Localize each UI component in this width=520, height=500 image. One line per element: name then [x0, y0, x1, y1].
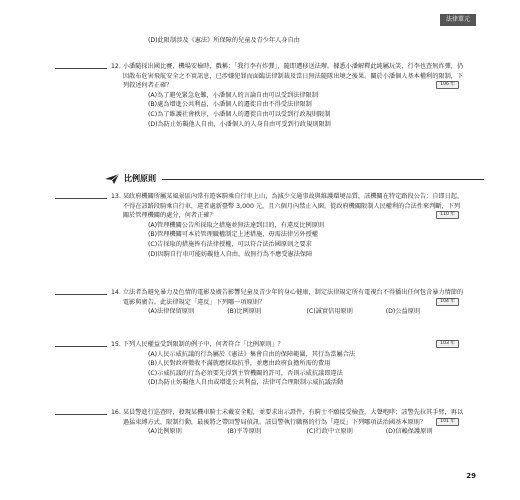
option-d: (D)公益原則	[385, 308, 421, 316]
option-b: (B)平等原則	[227, 428, 262, 436]
year-tag: 104 年	[436, 298, 459, 306]
question-12	[55, 62, 465, 129]
option-b: (B)比例原則	[227, 308, 262, 316]
page-number: 29	[466, 472, 476, 481]
option-c: (C)誠實信用原則	[306, 308, 353, 316]
answer-blank[interactable]	[55, 340, 107, 347]
question-13	[55, 192, 465, 259]
option-d: (D)為防止妨礙他人自由，小潘個人的人身自由可受到行政規則限制	[148, 120, 331, 128]
question-number: 15.	[111, 341, 121, 348]
answer-blank[interactable]	[55, 62, 107, 69]
question-text: 某政府機關所屬某風景區內常有遊客騎乘自行車上山，為減少交通事故與維護環境品質，該機關在特定路段公告：自即日起，不得在該路段騎乘自行車，違者處新臺幣 3,000 元，且六個月內禁止入園。從政府機關限制人民權利的合法性來判斷，下列關於管理機關的處分，何者正確？ 110 年	[122, 193, 464, 220]
answer-blank[interactable]	[55, 408, 107, 415]
section-title: 比例原則	[124, 173, 156, 183]
question-number: 14.	[111, 289, 121, 296]
option-d: (D)因騎自行車可能妨礙他人自由，故無行為不應受憲法保障	[148, 250, 313, 258]
question-number: 16.	[111, 409, 121, 416]
answer-blank[interactable]	[55, 192, 107, 199]
option-b: (B)處為增進公共利益，小潘個人的遷徙自由不得受法律限制	[148, 101, 312, 109]
paper-plane-icon	[104, 173, 120, 185]
question-text: 下列人民權益受到限制的例子中，何者符合「比例原則」？ 103 年	[123, 340, 465, 350]
section-header	[104, 172, 484, 186]
options-row	[55, 307, 465, 317]
year-tag: 101 年	[436, 418, 459, 426]
option-a: (A)比例原則	[148, 428, 182, 436]
question-15	[55, 340, 465, 388]
option-c: (C)示威抗議的行為必須要先得到主管機關的許可，否則示威抗議即違法	[148, 369, 343, 377]
option-c: (C)告採取的措施皆有法律授權，可以符合法治國原則之要求	[148, 241, 312, 249]
option-b: (B)人民對政府徵收不滿就應採取抗爭，並應由政府負擔所需的費用	[148, 360, 331, 368]
chapter-tab: 法律單元	[440, 14, 476, 26]
question-text: 小潘隨採出國比賽，機場安檢時，戲稱：「我行李有炸彈」，隨即遭移送法辦。據悉小潘解釋此純屬玩笑，行李也查無炸彈，仍因散布危害飛航安全之不實訊息，已涉嫌犯罪而面臨法律制裁及當日無法隨隊出境之後果。關於小潘個人基本權利的限制，下列敘述何者正確？ 106 年	[122, 63, 464, 90]
option-d: (D)信賴保護原則	[385, 428, 433, 436]
option-a: (A)管理機關公告所採取之措施並無法達到目的，有違反比例原則	[148, 221, 325, 229]
top-option	[55, 36, 465, 46]
section-rule	[162, 179, 484, 180]
option-c: (C)為了維護社會秩序，小潘個人的遷徙自由可以受到行政規則限制	[148, 111, 331, 119]
option-a: (A)人民示威抗議的行為屬於《憲法》集會自由的保障範圍，其行為當屬合法	[148, 350, 356, 358]
option-c: (C)行政中立原則	[306, 428, 353, 436]
options-row	[55, 427, 465, 437]
year-tag: 106 年	[436, 81, 459, 89]
question-number: 12.	[111, 63, 121, 70]
question-text: 某員警進行巡查時，發現某機車騎士未戴安全帽，並要求出示證件，有騎士不願接受檢查，大聲咆哮；該警先拉其手臂，再以過猛束縛方式，限制行動，最後將之帶回警局偵訊。該員警執行職務的行為「違反」下列哪項法治國基本原則？ 101 年	[122, 409, 464, 426]
question-14	[55, 288, 465, 317]
option-a: (A)法律保留原則	[148, 308, 195, 316]
year-tag: 103 年	[436, 340, 459, 348]
year-tag: 110 年	[436, 211, 459, 219]
answer-blank[interactable]	[55, 288, 107, 295]
option-d: (D)為防止妨礙他人自由或增進公共利益，法律可合理限制示威抗議活動	[148, 379, 344, 387]
top-option-text: (D)此限制涉及《憲法》所保障的兒童及青少年人身自由	[148, 37, 300, 44]
question-text: 立法者為避免暴力及色情的電影及廣告影響兒童及青少年的身心健康，制定法律規定所有電視台不得播出任何包含暴力情節的電影與廣告。此法律規定「違反」下列哪一項原則？ 104 年	[122, 289, 464, 306]
option-a: (A)為了避免緊急危難，小潘個人的言論自由可以受到法律限制	[148, 91, 318, 99]
question-16	[55, 408, 465, 437]
question-number: 13.	[111, 193, 121, 200]
option-b: (B)管理機關可本於管理職權制定上述措施，毋需法律另外授權	[148, 231, 318, 239]
